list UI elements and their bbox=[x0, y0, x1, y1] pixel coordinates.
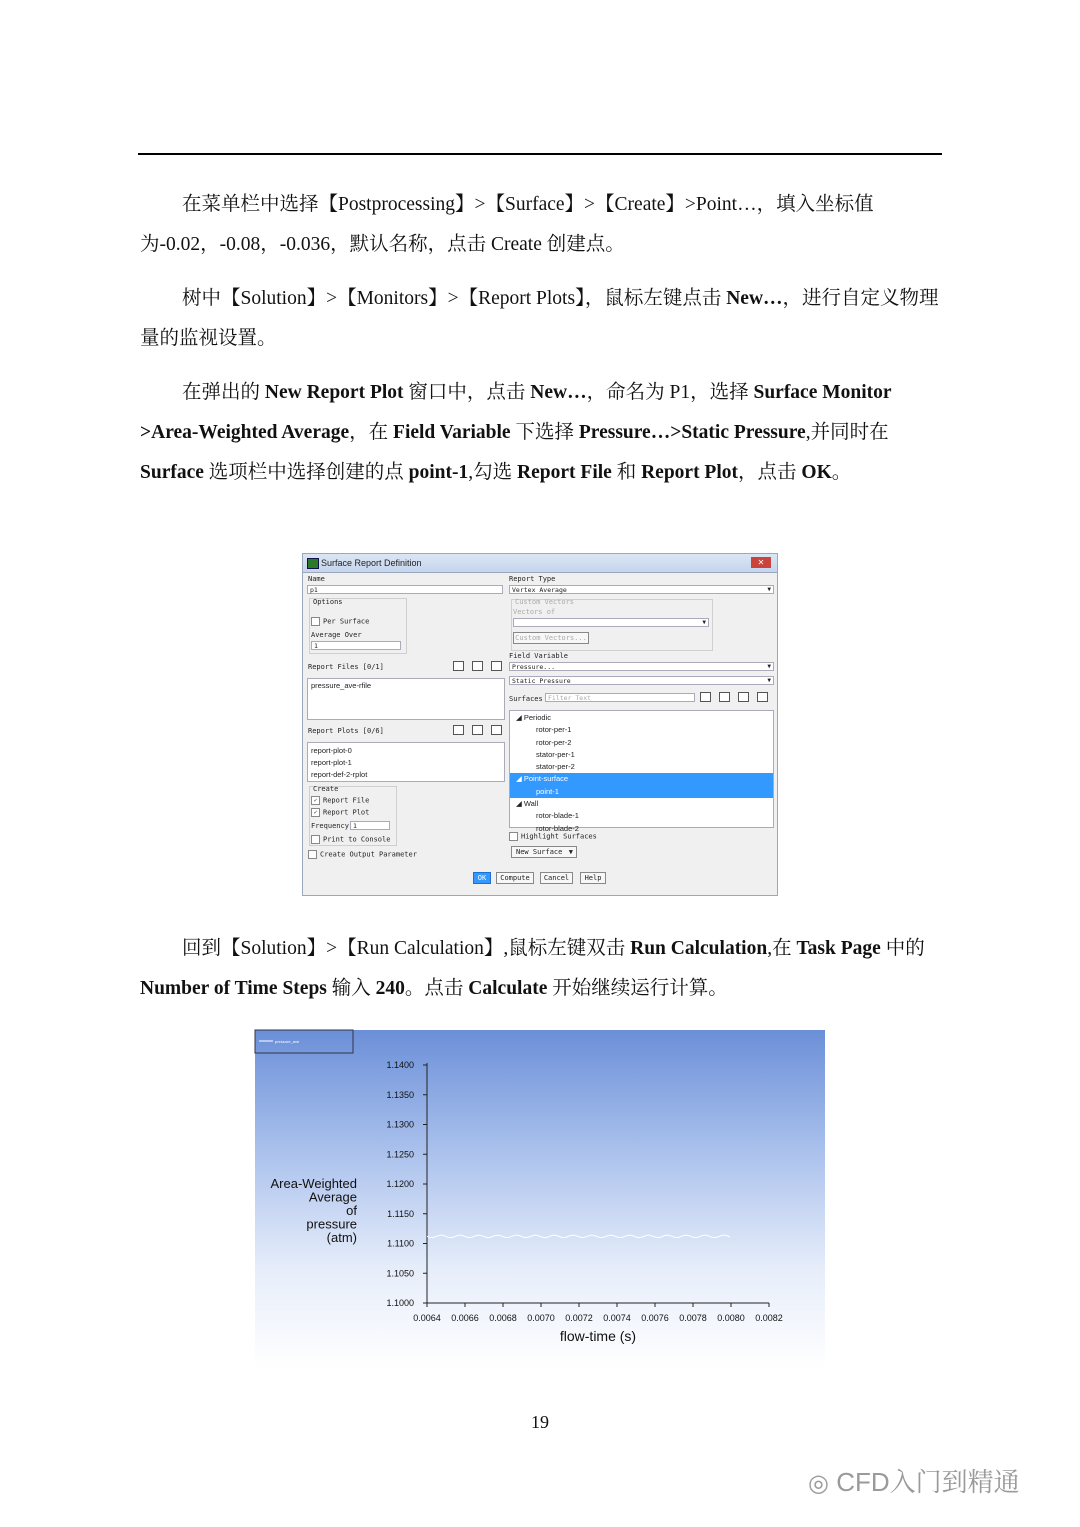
dialog-titlebar bbox=[303, 554, 777, 573]
watermark bbox=[808, 1462, 1020, 1499]
close-icon[interactable]: ✕ bbox=[751, 557, 771, 568]
tree-item-label: ◢ Point-surface bbox=[516, 774, 569, 784]
report-plots-label: Report Plots [0/6] bbox=[308, 727, 384, 735]
per-surface-label: Per Surface bbox=[323, 617, 370, 626]
p3-seg: ,并同时在 bbox=[805, 422, 889, 443]
paragraph-3 bbox=[140, 373, 942, 493]
report-type-select[interactable] bbox=[509, 585, 774, 594]
p4-seg: Run Calculation bbox=[630, 938, 768, 959]
cancel-button[interactable]: Cancel bbox=[540, 872, 573, 884]
tree-item[interactable] bbox=[510, 810, 773, 822]
p3-seg: ，点击 bbox=[738, 462, 802, 483]
help-button[interactable]: Help bbox=[580, 872, 606, 884]
tree-item[interactable] bbox=[510, 724, 773, 736]
p3-seg: OK bbox=[801, 462, 832, 483]
p4-seg: 。点击 bbox=[404, 978, 469, 999]
dropdown-icon: ▼ bbox=[767, 663, 771, 670]
create-output-label: Create Output Parameter bbox=[320, 850, 417, 859]
y-tick-label: 1.1300 bbox=[386, 1119, 414, 1130]
p3-seg: ,勾选 bbox=[468, 462, 518, 483]
p4-seg: Calculate bbox=[468, 978, 548, 999]
create-output-checkbox[interactable] bbox=[308, 850, 417, 859]
report-plot-label: Report Plot bbox=[323, 808, 370, 817]
tree-item[interactable] bbox=[510, 786, 773, 798]
paragraph-2 bbox=[140, 279, 942, 359]
p4-seg: 输入 bbox=[326, 978, 376, 999]
surfaces-deselect-icon[interactable] bbox=[757, 692, 768, 702]
tree-item-label: ◢ Periodic bbox=[516, 713, 551, 722]
dropdown-icon: ▼ bbox=[767, 677, 771, 684]
report-file-checkbox[interactable]: ✓ Report File bbox=[311, 796, 369, 805]
list-item[interactable]: pressure_ave-rfile bbox=[311, 681, 372, 690]
p2-text-c: ，进行自定义物理量的监视设置。 bbox=[140, 288, 939, 349]
p2-text-b: New… bbox=[726, 288, 783, 309]
chart-svg bbox=[255, 1030, 825, 1370]
paragraph-1: 在菜单栏中选择【Postprocessing】>【Surface】>【Create】>Point…，填入坐标值为-0.02，-0.08，-0.036，默认名称，点击 Create 创建点。 bbox=[140, 194, 874, 255]
y-tick-label: 1.1200 bbox=[386, 1179, 414, 1189]
y-tick-label: 1.1250 bbox=[386, 1149, 414, 1160]
p3-seg: Field Variable bbox=[393, 422, 511, 443]
field-variable-select[interactable] bbox=[509, 662, 774, 671]
highlight-surfaces-checkbox[interactable] bbox=[509, 832, 597, 841]
tree-item-label: stator-per-2 bbox=[536, 762, 575, 772]
surfaces-tree[interactable] bbox=[509, 710, 774, 833]
compute-button[interactable]: Compute bbox=[496, 872, 534, 884]
y-tick-label: 1.1400 bbox=[386, 1060, 414, 1070]
y-axis-label: Average bbox=[308, 1189, 357, 1205]
frequency-input[interactable]: 1 bbox=[350, 821, 390, 830]
custom-vectors-label: Custom Vectors bbox=[515, 598, 575, 606]
name-label: Name bbox=[308, 575, 325, 583]
vectors-of-select[interactable] bbox=[513, 618, 709, 627]
tree-item[interactable] bbox=[510, 712, 773, 724]
report-files-label: Report Files [0/1] bbox=[308, 663, 384, 671]
p3-seg: New… bbox=[530, 382, 587, 403]
field-sub-select[interactable] bbox=[509, 676, 774, 685]
p4-seg: Number of Time Steps bbox=[140, 978, 327, 999]
series-pressure-ave-line bbox=[427, 1235, 730, 1237]
paragraph-4 bbox=[140, 929, 942, 1009]
x-tick-label: 0.0076 bbox=[641, 1313, 669, 1323]
filter-text-input[interactable]: Filter Text bbox=[545, 693, 695, 702]
name-input[interactable]: p1 bbox=[307, 585, 503, 594]
tree-item-label: rotor-blade-1 bbox=[536, 811, 579, 821]
watermark-text: CFD入门到精通 bbox=[836, 1467, 1020, 1497]
y-tick-label: 1.1000 bbox=[386, 1298, 414, 1308]
tree-item[interactable] bbox=[510, 798, 773, 810]
options-label: Options bbox=[313, 598, 343, 606]
p3-seg: Pressure…>Static Pressure bbox=[578, 422, 806, 443]
tree-item-label: stator-per-1 bbox=[536, 749, 575, 759]
p3-seg: Report Plot bbox=[641, 462, 739, 483]
surfaces-select-all-icon[interactable] bbox=[700, 692, 711, 702]
x-tick-label: 0.0070 bbox=[527, 1313, 555, 1323]
surfaces-filter-icon[interactable] bbox=[738, 692, 749, 702]
list-item[interactable]: report-plot-1 bbox=[311, 758, 352, 767]
list-select-all-icon[interactable] bbox=[453, 661, 464, 671]
x-tick-label: 0.0078 bbox=[679, 1313, 707, 1323]
tree-item-label: ◢ Wall bbox=[516, 799, 539, 809]
report-plot-checkbox[interactable]: ✓ Report Plot bbox=[311, 808, 369, 817]
x-tick-label: 0.0066 bbox=[451, 1313, 479, 1323]
p4-seg: 240 bbox=[375, 978, 405, 999]
p3-seg: Surface Monitor >Area-Weighted Average bbox=[140, 382, 892, 443]
tree-item-label: rotor-blade-2 bbox=[536, 823, 579, 833]
tree-item[interactable] bbox=[510, 773, 773, 785]
y-axis-label: (atm) bbox=[326, 1230, 357, 1245]
dropdown-icon: ▼ bbox=[702, 619, 706, 626]
p4-seg: 回到【Solution】>【Run Calculation】,鼠标左键双击 bbox=[182, 938, 631, 959]
x-tick-label: 0.0082 bbox=[755, 1313, 783, 1323]
tree-item-label: rotor-per-2 bbox=[536, 737, 572, 747]
field-sub-value: Static Pressure bbox=[512, 677, 571, 685]
y-axis-label: Area-Weighted bbox=[270, 1176, 357, 1191]
dropdown-icon: ▼ bbox=[767, 586, 771, 593]
custom-vectors-button[interactable]: Custom Vectors... bbox=[513, 632, 589, 644]
p3-seg: Surface bbox=[140, 462, 204, 483]
average-over-label: Average Over bbox=[311, 631, 362, 639]
y-axis-label: of bbox=[346, 1203, 357, 1218]
report-files-list[interactable] bbox=[307, 678, 505, 720]
per-surface-checkbox[interactable] bbox=[311, 617, 369, 626]
frequency-label: Frequency bbox=[311, 822, 349, 830]
x-tick-label: 0.0080 bbox=[717, 1313, 745, 1323]
field-variable-label: Field Variable bbox=[509, 652, 569, 660]
fluent-app-icon bbox=[307, 558, 319, 569]
print-console-label: Print to Console bbox=[323, 835, 391, 844]
surfaces-label: Surfaces bbox=[509, 695, 543, 703]
x-tick-label: 0.0074 bbox=[603, 1313, 631, 1323]
average-over-input[interactable]: 1 bbox=[311, 641, 401, 650]
create-label: Create bbox=[313, 785, 339, 793]
surfaces-group-icon[interactable] bbox=[719, 692, 730, 702]
new-surface-label: New Surface bbox=[516, 848, 563, 856]
list-item[interactable]: report-plot-0 bbox=[311, 746, 352, 755]
x-tick-label: 0.0072 bbox=[565, 1313, 593, 1323]
vectors-of-label: Vectors of bbox=[513, 608, 556, 616]
dialog-title: Surface Report Definition bbox=[321, 558, 422, 568]
field-variable-value: Pressure... bbox=[512, 663, 556, 671]
p3-seg: ，命名为 P1，选择 bbox=[586, 382, 754, 403]
legend-label: pressure_ave bbox=[275, 1039, 300, 1044]
ok-button[interactable]: OK bbox=[473, 872, 491, 884]
p3-seg: 和 bbox=[611, 462, 642, 483]
y-tick-label: 1.1350 bbox=[386, 1089, 414, 1100]
p4-seg: 中的 bbox=[880, 938, 925, 959]
report-file-label: Report File bbox=[323, 796, 370, 805]
p3-seg: New Report Plot bbox=[264, 382, 404, 403]
tree-item-label: rotor-per-1 bbox=[536, 725, 572, 735]
x-tick-label: 0.0068 bbox=[489, 1313, 517, 1323]
y-tick-label: 1.1150 bbox=[387, 1208, 414, 1219]
list-filter-icon[interactable] bbox=[472, 661, 483, 671]
p4-seg: Task Page bbox=[796, 938, 881, 959]
p3-seg: Report File bbox=[517, 462, 612, 483]
p4-seg: ,在 bbox=[767, 938, 797, 959]
list-item[interactable]: report-def-2-rplot bbox=[311, 770, 368, 779]
tree-item-label: point-1 bbox=[536, 786, 559, 796]
y-axis-label: pressure bbox=[306, 1216, 357, 1232]
dropdown-icon: ▼ bbox=[568, 848, 573, 856]
highlight-surfaces-label: Highlight Surfaces bbox=[521, 832, 597, 841]
list-deselect-icon[interactable] bbox=[491, 661, 502, 671]
tree-item[interactable] bbox=[510, 761, 773, 773]
print-console-checkbox[interactable] bbox=[311, 835, 390, 844]
header-rule bbox=[138, 153, 942, 155]
new-surface-dropdown[interactable] bbox=[511, 846, 577, 858]
p3-seg: 选项栏中选择创建的点 bbox=[203, 462, 409, 483]
plots-select-all-icon[interactable] bbox=[453, 725, 464, 735]
p3-seg: point-1 bbox=[408, 462, 469, 483]
p4-seg: 开始继续运行计算。 bbox=[547, 978, 728, 999]
x-tick-label: 0.0064 bbox=[413, 1313, 441, 1323]
p3-seg: ，在 bbox=[349, 422, 394, 443]
report-type-value: Vertex Average bbox=[512, 586, 567, 594]
tree-item[interactable] bbox=[510, 749, 773, 761]
p3-seg: 下选择 bbox=[510, 422, 579, 443]
p3-seg: 在弹出的 bbox=[182, 382, 265, 403]
tree-item[interactable] bbox=[510, 737, 773, 749]
y-tick-label: 1.1050 bbox=[386, 1268, 414, 1279]
plots-deselect-icon[interactable] bbox=[491, 725, 502, 735]
surface-report-dialog bbox=[302, 553, 778, 896]
plots-filter-icon[interactable] bbox=[472, 725, 483, 735]
wechat-icon: ◎ bbox=[808, 1470, 829, 1497]
p3-seg: 。 bbox=[831, 462, 852, 483]
report-type-label: Report Type bbox=[509, 575, 556, 583]
p3-seg: 窗口中，点击 bbox=[403, 382, 531, 403]
y-tick-label: 1.1100 bbox=[387, 1238, 414, 1249]
p2-text-a: 树中【Solution】>【Monitors】>【Report Plots】，鼠标左键点击 bbox=[182, 288, 727, 309]
report-plots-list[interactable] bbox=[307, 742, 505, 782]
page-number: 19 bbox=[531, 1412, 549, 1432]
pressure-monitor-chart bbox=[255, 1030, 825, 1370]
x-axis-label: flow-time (s) bbox=[559, 1328, 637, 1344]
